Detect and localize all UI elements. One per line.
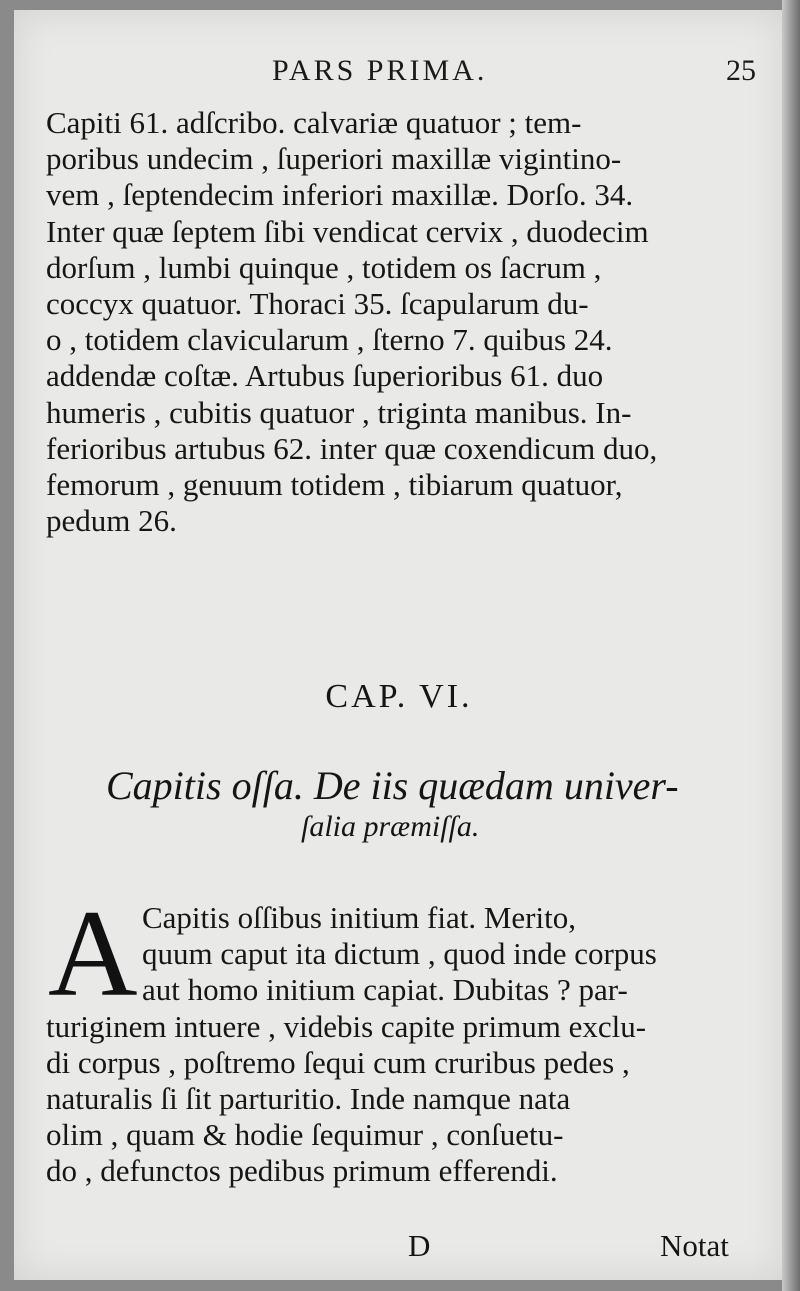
text-line: femorum , genuum totidem , tibiarum quatuor, [46,467,623,503]
chapter-title-line: Capitis oſſa. De iis quædam univer- [106,763,679,808]
text-line: pedum 26. [46,503,177,539]
text-line: Capitis oſſibus initium fiat. Merito, [142,900,576,935]
chapter-heading: CAP. VI. [325,678,473,715]
text-line: humeris , cubitis quatuor , triginta manibus. In- [46,394,632,430]
text-line: vem , ſeptendecim inferiori maxillæ. Dorſo. 34. [46,177,634,213]
page-number: 25 [726,54,756,87]
text-line: Inter quæ ſeptem ſibi vendicat cervix , duodecim [46,213,649,249]
catchword: Notat [660,1228,729,1263]
text-line: turiginem intuere , videbis capite primum exclu- [46,1008,647,1044]
running-title: PARS PRIMA. [272,54,488,87]
page-header [14,54,784,94]
text-line: dorſum , lumbi quinque , totidem os ſacrum , [46,249,602,285]
text-line: addendæ coſtæ. Artubus ſuperioribus 61. duo [46,358,604,394]
text-line: do , defunctos pedibus primum efferendi. [46,1153,558,1189]
text-line: Capiti 61. adſcribo. calvariæ quatuor ; tem- [46,105,582,140]
text-line: naturalis ſi ſit parturitio. Inde namque nata [46,1081,571,1117]
chapter-title [106,762,726,844]
text-line: olim , quam & hodie ſequimur , conſuetu- [46,1117,564,1153]
text-line: coccyx quatuor. Thoraci 35. ſcapularum du- [46,286,589,322]
chapter-title-line: ſalia præmiſſa. [301,810,480,843]
book-page [14,10,784,1280]
drop-cap: A [48,885,138,1022]
page-edge [782,0,800,1291]
text-line: poribus undecim , ſuperiori maxillæ vigintino- [46,141,622,177]
text-line: quum caput ita dictum , quod inde corpus [142,936,657,972]
page-footer [14,1228,784,1268]
text-line: di corpus , poſtremo ſequi cum cruribus pedes , [46,1044,630,1080]
signature-mark: D [408,1228,431,1263]
text-line: o , totidem clavicularum , ſterno 7. quibus 24. [46,322,613,358]
paragraph-skull-bones [46,900,766,1190]
text-line: aut homo initium capiat. Dubitas ? par- [142,972,628,1008]
paragraph-bone-counts [46,105,766,539]
text-line: ferioribus artubus 62. inter quæ coxendicum duo, [46,430,658,466]
